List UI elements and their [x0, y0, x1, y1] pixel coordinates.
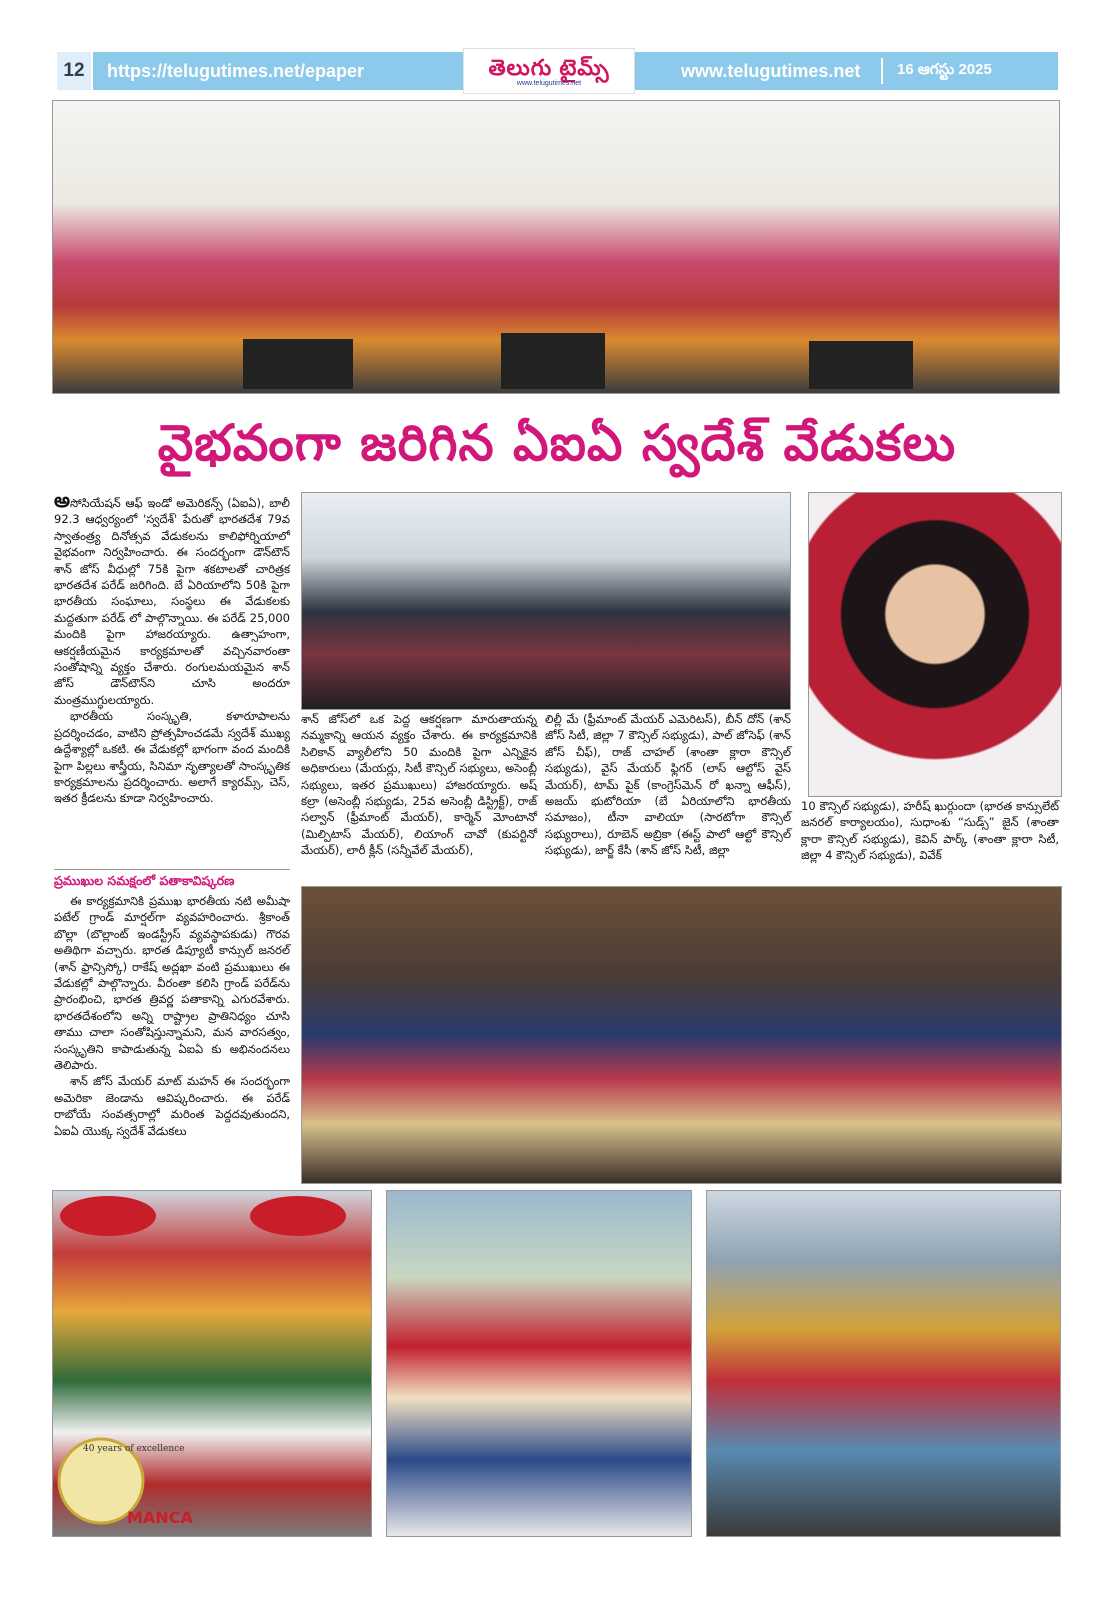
logo-subtext: www.telugutimes.net	[516, 79, 582, 87]
site-link[interactable]: www.telugutimes.net	[681, 60, 861, 81]
page-header	[57, 52, 1058, 90]
award-stage-photo	[301, 492, 791, 710]
float-graphic	[53, 1191, 371, 1536]
actress-portrait-photo	[808, 492, 1062, 797]
parade-king-costume-photo	[706, 1190, 1061, 1537]
issue-date: 16 ఆగస్టు 2025	[897, 60, 992, 78]
article-paragraph-2: భారతీయ సంస్కృతి, కళారూపాలను ప్రదర్శించడం, వాటిని ప్రోత్సహించడమే స్వదేశ్ ముఖ్య ఉద్దేశ్యాల్లో ఒకటి. ఈ వేడుకల్లో భాగంగా వంద మందికి పైగా పిల్లలు శాస్త్రీయ, సినిమా నృత్యాలతో సాంస్కృతిక కార్యక్రమాలను ప్రదర్శించారు. అలాగే క్యారమ్స్, చెస్, ఇతర క్రీడలను కూడా నిర్వహించారు.	[54, 709, 290, 806]
article-headline: వైభవంగా జరిగిన ఏఐఏ స్వదేశ్ వేడుకలు	[157, 414, 957, 472]
epaper-link[interactable]: https://telugutimes.net/epaper	[107, 60, 365, 81]
article-paragraph-4: శాన్ జోస్ మేయర్ మాట్ మహన్ ఈ సందర్భంగా అమెరికా జెండాను ఆవిష్కరించారు. ఈ పరేడ్ రాబోయే సంవత్సరాల్లో మరింత పెద్దదవుతుందని, ఏఐఏ యొక్క స్వదేశ్ వేడుకలు	[54, 1074, 290, 1138]
section-divider	[54, 869, 290, 870]
parade-costume-photo	[386, 1190, 692, 1537]
article-column-3: లిల్లీ మే (ఫ్రీమాంట్ మేయర్ ఎమెరిటస్), బీన్ దోన్ (శాన్ జోస్ సిటీ, జిల్లా 7 కౌన్సిల్ సభ్యుడు), పాల్ జోసెఫ్ (శాన్ జోస్ చీఫ్), రాజ్ చాహల్ (శాంతా క్లారా కౌన్సిల్ సభ్యుడు), వైస్ మేయర్ ఫ్లిగర్ (లాస్ ఆల్టోస్ వైస్ మేయర్), టామ్ పైక్ (కాంగ్రెస్‌మెన్ రో ఖన్నా ఆఫీస్), అజయ్ భుటోరియా (బే ఏరియాలోని భారతీయ సమాజం), టీనా వాలియా (సారటోగా కౌన్సిల్ సభ్యురాలు), రూబెన్ అబ్రికా (ఈస్ట్ పాలో ఆల్టో కౌన్సిల్ సభ్యుడు), జార్జ్ కేసీ (శాన్ జోస్ సిటీ, జిల్లా	[545, 712, 791, 858]
parade-float-photo	[52, 1190, 372, 1537]
banner-text: MANCA	[127, 1508, 193, 1527]
group-photo	[301, 886, 1062, 1184]
article-column-1	[54, 488, 290, 807]
drop-cap: అ	[54, 488, 70, 512]
seal-text: 40 years of excellence	[83, 1444, 185, 1454]
article-paragraph-3: ఈ కార్యక్రమానికి ప్రముఖ భారతీయ నటి అమీషా పటేల్ గ్రాండ్ మార్షల్‌గా వ్యవహరించారు. శ్రీకాంత్ బొల్లా (బొల్లాంట్ ఇండస్ట్రీస్ వ్యవస్థాపకుడు) గౌరవ అతిథిగా వచ్చారు. భారత డిప్యూటీ కాన్సుల్ జనరల్ (శాన్ ఫ్రాన్సిస్కో) రాకేష్ అద్లఖా వంటి ప్రముఖులు ఈ వేడుకల్లో పాల్గొన్నారు. వీరంతా కలిసి గ్రాండ్ పరేడ్‌ను ప్రారంభించి, భారత త్రివర్ణ పతాకాన్ని ఎగురవేశారు. భారతదేశంలోని అన్ని రాష్ట్రాల ప్రాతినిధ్యం చూసి తాము చాలా సంతోషిస్తున్నామని, మన వారసత్వం, సంస్కృతిని కాపాడుతున్న ఏఐఏ కు అభినందనలు తెలిపారు.	[54, 894, 290, 1073]
article-column-2: శాన్ జోస్‌లో ఒక పెద్ద ఆకర్షణగా మారుతాయన్న నమ్మకాన్ని ఆయన వ్యక్తం చేశారు. ఈ కార్యక్రమానికి సిలికాన్ వ్యాలీలోని 50 మందికి పైగా ఎన్నికైన అధికారులు (మేయర్లు, సిటీ కౌన్సిల్ సభ్యులు, అసెంబ్లీ సభ్యులు, ఇతర ప్రముఖులు) హాజరయ్యారు. అష్ కల్రా (అసెంబ్లీ సభ్యుడు, 25వ అసెంబ్లీ డిస్ట్రిక్ట్), రాజ్ సల్వాన్ (ఫ్రీమాంట్ మేయర్), కార్మెన్ మోంటానో (మిల్పిటాస్ మేయర్), లియాంగ్ చావో (కుపర్టినో మేయర్), లారీ క్లీన్ (సన్నీవేల్ మేయర్),	[301, 712, 537, 858]
article-column-4: 10 కౌన్సిల్ సభ్యుడు), హరీష్ ఖుర్గుందా (భారత కాన్సులేట్ జనరల్ కార్యాలయం), సుధాంశు “సుడ్స్” జైన్ (శాంతా క్లారా కౌన్సిల్ సభ్యుడు), కెవిన్ పార్క్ (శాంతా క్లారా సిటీ, జిల్లా 4 కౌన్సిల్ సభ్యుడు), వివేక్	[801, 799, 1059, 863]
stage-group-photo	[52, 100, 1060, 394]
article-column-5	[54, 893, 290, 1139]
paragraph-text: సోసియేషన్ ఆఫ్ ఇండో అమెరికన్స్ (ఏఐఏ), బాలీ 92.3 ఆధ్వర్యంలో 'స్వదేశ్' పేరుతో భారతదేశ 79వ స్వాతంత్ర్య దినోత్సవ వేడుకలను కాలిఫోర్నియాలో వైభవంగా నిర్వహించారు. ఈ సందర్భంగా డౌన్‌టౌన్ శాన్ జోస్ వీధుల్లో 75కి పైగా శకటాలతో చారిత్రక భారతదేశ పరేడ్ జరిగింది. బే ఏరియాలోని 50కి పైగా భారతీయ సంఘాలు, సంస్థలు ఈ వేడుకలకు మద్దతుగా పరేడ్ లో పాల్గొన్నాయి. ఈ పరేడ్ 25,000 మందికి పైగా హాజరయ్యారు. ఉత్సాహంగా, ఆకర్షణీయమైన కార్యక్రమాలతో వచ్చినవారంతా సంతోషాన్ని వ్యక్తం చేశారు. రంగులమయమైన శాన్ జోస్ డౌన్‌టౌన్‌ని చూసి అందరూ మంత్రముగ్ధులయ్యారు.	[54, 496, 290, 707]
header-divider	[881, 58, 883, 84]
page-number: 12	[57, 52, 93, 90]
article-paragraph-1	[54, 488, 290, 708]
section-subheading: ప్రముఖుల సమక్షంలో పతాకావిష్కరణ	[54, 873, 235, 888]
logo-text: తెలుగు టైమ్స్	[488, 54, 610, 80]
stage-group-graphic	[53, 101, 1059, 393]
telugu-times-logo[interactable]	[463, 48, 635, 94]
